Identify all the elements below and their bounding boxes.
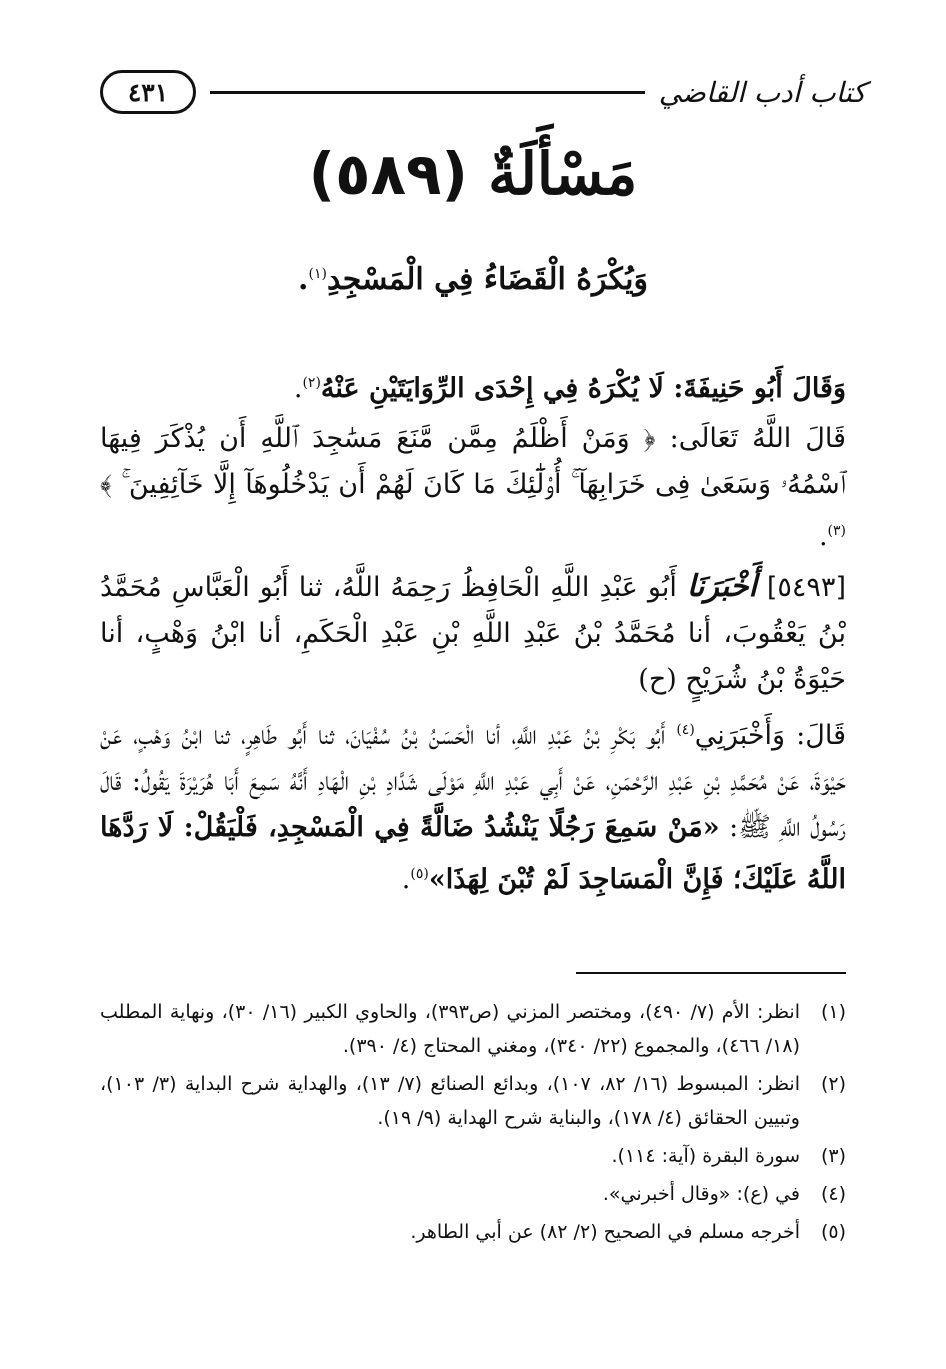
paragraph xyxy=(100,564,846,703)
isnad-text: أَبُو عَبْدِ اللَّهِ الْحَافِظُ رَحِمَهُ اللَّهُ، ثنا أَبُو الْعَبَّاسِ مُحَمَّدُ بْنُ يَعْقُوبَ، أنا مُحَمَّدُ بْنُ عَبْدِ اللَّهِ بْنِ عَبْدِ الْحَكَمِ، أنا ابْنُ وَهْبٍ، أنا حَيْوَةُ بْنُ شُرَيْحٍ (ح) xyxy=(100,572,846,695)
footnote-number: (٥) xyxy=(820,1221,846,1243)
akhbarana-word: أَخْبَرَنَا xyxy=(686,569,757,604)
footnote-marker: (٢) xyxy=(302,375,321,391)
header-rule xyxy=(210,91,645,94)
footnote-item xyxy=(100,1139,846,1173)
masala-number: (٥٨٩) xyxy=(308,140,468,208)
footnote-marker: (٤) xyxy=(676,722,695,738)
footnote-number: (١) xyxy=(820,1001,846,1023)
footnote-marker: (١) xyxy=(308,266,327,282)
footnote-number: (٢) xyxy=(820,1073,846,1095)
page-header xyxy=(100,62,866,122)
verse-intro: قَالَ اللَّهُ تَعَالَى: xyxy=(655,423,847,454)
footnote-marker: (٥) xyxy=(410,866,429,882)
footnote-number: (٤) xyxy=(820,1183,846,1205)
page-number-badge xyxy=(100,70,196,114)
masala-word: مَسْأَلَةٌ xyxy=(488,140,638,208)
footnotes xyxy=(100,995,846,1253)
abu-hanifa-statement: وَقَالَ أَبُو حَنِيفَةَ: لَا يُكْرَهُ فِي إِحْدَى الرِّوَايَتَيْنِ عَنْهُ xyxy=(320,373,846,404)
footnote-text: انظر: المبسوط (١٦/ ٨٢، ١٠٧)، وبدائع الصنائع (٧/ ١٣)، والهداية شرح البداية (٣/ ١٠٣)، وتبيين الحقائق (٤/ ١٧٨)، والبناية شرح الهداية (٩/ ١٩). xyxy=(100,1073,800,1129)
footnote-item xyxy=(100,1067,846,1135)
paragraph: قَالَ: وَأَخْبَرَنِي$^{(٤)}$ أَبُو بَكْرِ بْنُ عَبْدِ اللَّهِ، أنا الْحَسَنُ بْنُ سُفْيَانَ، ثنا أَبُو طَاهِرٍ، ثنا ابْنُ وَهْبٍ، عَنْ حَيْوَةَ، عَنْ مُحَمَّدِ بْنِ عَبْدِ الرَّحْمَنِ، عَنْ أَبِي عَبْدِ اللَّهِ مَوْلَى شَدَّادِ بْنِ الْهَادِ أَنَّهُ سَمِعَ أَبَا هُرَيْرَةَ يَقُولُ: قَالَ رَسُولُ اللَّهِ ﷺ: «مَنْ سَمِعَ رَجُلًا يَنْشُدُ ضَالَّةً فِي الْمَسْجِدِ، فَلْيَقُلْ: لَا رَدَّهَا اللَّهُ عَلَيْكَ؛ فَإِنَّ الْمَسَاجِدَ لَمْ تُبْنَ لِهَذَا»$^{(٥)}$. xyxy=(100,720,847,895)
isnad-text: أَبُو بَكْرِ بْنُ عَبْدِ اللَّهِ، أنا الْحَسَنُ بْنُ سُفْيَانَ، ثنا أَبُو طَاهِرٍ، ثنا ابْنُ وَهْبٍ، عَنْ حَيْوَةَ، عَنْ مُحَمَّدِ بْنِ عَبْدِ الرَّحْمَنِ، عَنْ أَبِي عَبْدِ اللَّهِ مَوْلَى شَدَّادِ بْنِ الْهَادِ أَنَّهُ سَمِعَ أَبَا هُرَيْرَةَ يَقُولُ: قَالَ رَسُولُ اللَّهِ ﷺ: xyxy=(100,720,846,843)
footnote-text: في (ع): «وقال أخبرني». xyxy=(602,1183,800,1205)
footnote-marker: (٣) xyxy=(827,523,846,539)
masala-heading xyxy=(0,140,946,208)
footnote-number: (٣) xyxy=(820,1145,846,1167)
footnote-text: أخرجه مسلم في الصحيح (٢/ ٨٢) عن أبي الطاهر. xyxy=(410,1221,800,1243)
subtitle-text: وَيُكْرَهُ الْقَضَاءُ فِي الْمَسْجِدِ xyxy=(326,262,648,297)
isnad-text: قَالَ: وَأَخْبَرَنِي xyxy=(694,720,847,751)
footnote-item xyxy=(100,1177,846,1211)
hadith-reference-number: [٥٤٩٣] xyxy=(766,572,846,603)
main-text xyxy=(100,360,846,907)
footnote-text: سورة البقرة (آية: ١١٤). xyxy=(611,1145,800,1167)
footnote-item xyxy=(100,1215,846,1249)
footnote-item xyxy=(100,995,846,1063)
quran-verse: ﴿ وَمَنْ أَظْلَمُ مِمَّن مَّنَعَ مَسَٰجِدَ ٱللَّهِ أَن يُذْكَرَ فِيهَا ٱسْمُهُۥ وَسَعَىٰ فِى خَرَابِهَآ ۚ أُو۟لَٰٓئِكَ مَا كَانَ لَهُمْ أَن يَدْخُلُوهَآ إِلَّا خَآئِفِينَ ۚ ﴾ xyxy=(100,423,846,500)
page-number: ٤٣١ xyxy=(127,77,169,107)
paragraph: قَالَ اللَّهُ تَعَالَى: ﴿ وَمَنْ أَظْلَمُ مِمَّن مَّنَعَ مَسَٰجِدَ ٱللَّهِ أَن يُذْكَرَ فِيهَا ٱسْمُهُۥ وَسَعَىٰ فِى خَرَابِهَآ ۚ أُو۟لَٰٓئِكَ مَا كَانَ لَهُمْ أَن يَدْخُلُوهَآ إِلَّا خَآئِفِينَ ۚ ﴾$^{(٣)}$. xyxy=(100,423,847,552)
footnote-divider xyxy=(576,972,846,974)
book-title: كتاب أدب القاضي xyxy=(658,75,866,109)
paragraph: وَقَالَ أَبُو حَنِيفَةَ: لَا يُكْرَهُ فِي إِحْدَى الرِّوَايَتَيْنِ عَنْهُ$^{(٢)}$. xyxy=(293,373,846,404)
hadith-matn: «مَنْ سَمِعَ رَجُلًا يَنْشُدُ ضَالَّةً فِي الْمَسْجِدِ، فَلْيَقُلْ: لَا رَدَّهَا اللَّهُ عَلَيْكَ؛ فَإِنَّ الْمَسَاجِدَ لَمْ تُبْنَ لِهَذَا» xyxy=(100,812,846,895)
masala-subtitle: وَيُكْرَهُ الْقَضَاءُ فِي الْمَسْجِدِ$^{(١)}$. xyxy=(298,262,648,297)
footnote-text: انظر: الأم (٧/ ٤٩٠)، ومختصر المزني (ص٣٩٣)، والحاوي الكبير (١٦/ ٣٠)، ونهاية المطلب (١٨/ ٤٦٦)، والمجموع (٢٢/ ٣٤٠)، ومغني المحتاج (٤/ ٣٩٠). xyxy=(100,1001,800,1057)
